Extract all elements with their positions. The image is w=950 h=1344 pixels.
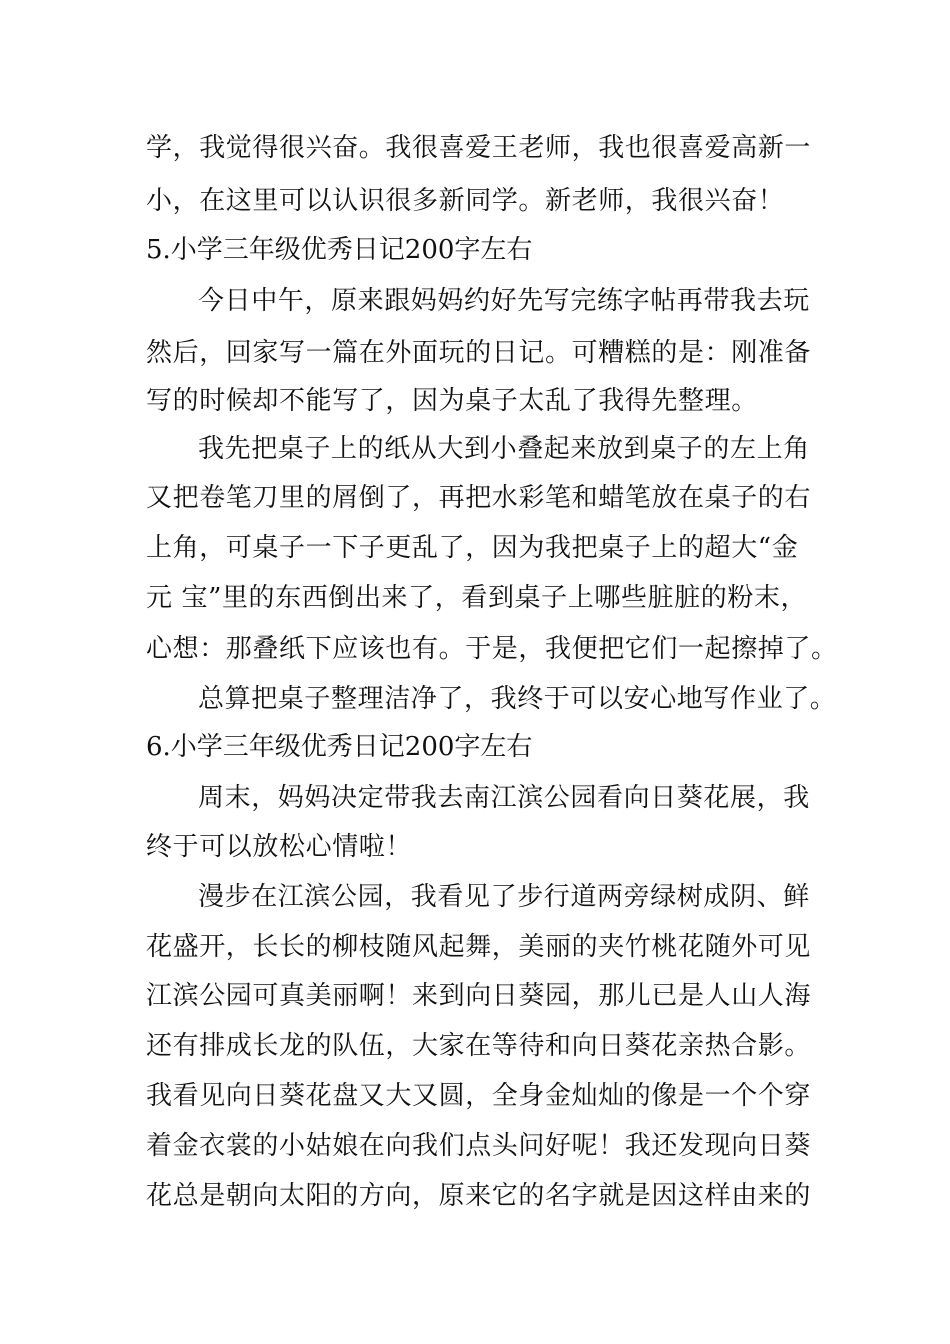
paragraph-start-line: 周末，妈妈决定带我去南江滨公园看向日葵花展，我 (198, 783, 810, 813)
text-line: 小，在这里可以认识很多新同学。新老师，我很兴奋！ (146, 186, 785, 216)
text-line: 元 宝”里的东西倒出来了，看到桌子上哪些脏脏的粉末， (146, 583, 808, 613)
text-line: 江滨公园可真美丽啊！来到向日葵园，那儿已是人山人海 (146, 981, 812, 1011)
paragraph-start-line: 漫步在江滨公园，我看见了步行道两旁绿树成阴、鲜 (198, 882, 810, 912)
text-line: 然后，回家写一篇在外面玩的日记。可糟糕的是：刚准备 (146, 338, 812, 368)
text-line: 写的时候却不能写了，因为桌子太乱了我得先整理。 (146, 386, 758, 416)
paragraph-start-line: 总算把桌子整理洁净了，我终于可以安心地写作业了。 (198, 684, 837, 714)
section-heading: 6.小学三年级优秀日记200字左右 (146, 732, 533, 762)
text-line: 上角，可桌子一下子更乱了，因为我把桌子上的超大“金 (146, 533, 799, 563)
text-line: 花总是朝向太阳的方向，原来它的名字就是因这样由来的 (146, 1181, 812, 1211)
text-line: 终于可以放松心情啦！ (146, 832, 413, 862)
text-line: 又把卷笔刀里的屑倒了，再把水彩笔和蜡笔放在桌子的右 (146, 483, 812, 513)
paragraph-start-line: 今日中午，原来跟妈妈约好先写完练字帖再带我去玩 (198, 286, 810, 316)
section-heading: 5.小学三年级优秀日记200字左右 (146, 235, 533, 265)
text-line: 花盛开，长长的柳枝随风起舞，美丽的夹竹桃花随外可见 (146, 932, 812, 962)
text-line: 学，我觉得很兴奋。我很喜爱王老师，我也很喜爱高新一 (146, 133, 812, 163)
text-line: 心想：那叠纸下应该也有。于是，我便把它们一起擦掉了。 (146, 634, 838, 664)
text-line: 还有排成长龙的队伍，大家在等待和向日葵花亲热合影。 (146, 1031, 812, 1061)
text-line: 着金衣裳的小姑娘在向我们点头问好呢！我还发现向日葵 (146, 1131, 812, 1161)
text-line: 我看见向日葵花盘又大又圆，全身金灿灿的像是一个个穿 (146, 1081, 812, 1111)
paragraph-start-line: 我先把桌子上的纸从大到小叠起来放到桌子的左上角 (198, 434, 810, 464)
